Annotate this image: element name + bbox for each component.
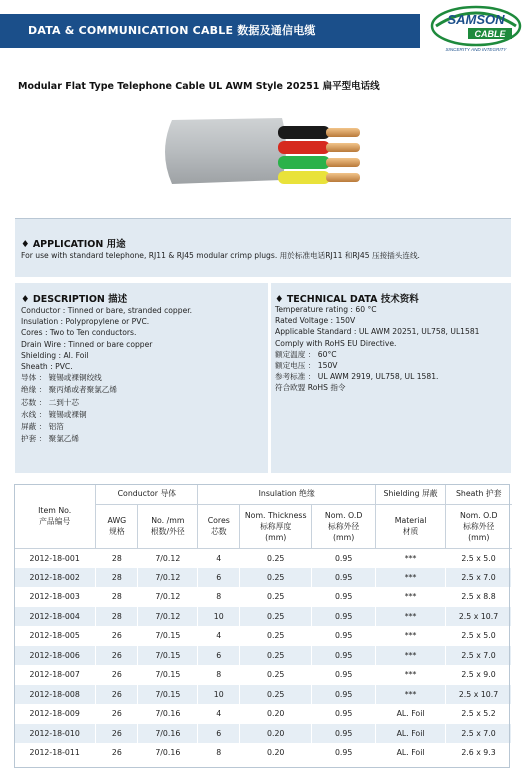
description-panel	[15, 283, 268, 473]
table-cell: AL. Foil	[376, 704, 446, 724]
table-cell: ***	[376, 665, 446, 685]
description-line: Cores : Two to Ten conductors.	[21, 328, 137, 338]
group-conductor: Conductor 导体	[96, 484, 198, 504]
table-cell: 26	[96, 626, 138, 646]
table-cell: 0.25	[240, 548, 312, 568]
description-line: 屏蔽 ： 铝箔	[21, 422, 64, 432]
table-cell: 6	[198, 724, 240, 744]
technical-line: Rated Voltage : 150V	[275, 316, 356, 326]
table-row	[14, 665, 512, 685]
table-row	[14, 724, 512, 744]
technical-line: 额定温度 ： 60°C	[275, 349, 337, 359]
table-cell: 4	[198, 704, 240, 724]
technical-panel	[271, 283, 511, 473]
col-awg: AWG 规格	[96, 504, 138, 548]
table-cell: 0.20	[240, 743, 312, 763]
table-cell: 10	[198, 685, 240, 705]
black-core	[278, 126, 330, 139]
group-insulation: Insulation 绝缘	[198, 484, 376, 504]
technical-line: 参考标准 ： UL AWM 2919, UL758, UL 1581.	[275, 372, 439, 382]
table-cell: 10	[198, 607, 240, 627]
col-item-no: Item No. 产品编号	[14, 484, 96, 548]
table-cell: 26	[96, 743, 138, 763]
table-cell: ***	[376, 587, 446, 607]
table-row	[14, 568, 512, 588]
table-cell: 28	[96, 568, 138, 588]
table-cell: AL. Foil	[376, 743, 446, 763]
col-no-mm: No. /mm 根数/外径	[138, 504, 198, 548]
technical-line: Applicable Standard : UL AWM 20251, UL758, UL1581	[275, 327, 480, 337]
description-line: Sheath : PVC.	[21, 362, 73, 372]
table-cell: 2.5 x 5.2	[446, 704, 512, 724]
description-line: 绝缘 ： 聚丙烯或者聚氯乙烯	[21, 385, 117, 395]
table-cell: 0.95	[312, 743, 376, 763]
table-cell: 2012-18-009	[14, 704, 96, 724]
page-subtitle: Modular Flat Type Telephone Cable UL AWM Style 20251 扁平型电话线	[18, 81, 380, 92]
table-cell: 8	[198, 665, 240, 685]
table-cell: 7/0.15	[138, 665, 198, 685]
table-cell: 2.5 x 10.7	[446, 685, 512, 705]
table-cell: 2.5 x 8.8	[446, 587, 512, 607]
col-od-sheath: Nom. O.D 标称外径 (mm)	[446, 504, 512, 548]
table-row	[14, 548, 512, 568]
table-cell: 2012-18-008	[14, 685, 96, 705]
table-cell: 28	[96, 587, 138, 607]
application-heading: ♦ APPLICATION 用途	[21, 239, 126, 250]
table-cell: 0.95	[312, 548, 376, 568]
table-cell: 2.6 x 9.3	[446, 743, 512, 763]
table-cell: 2012-18-011	[14, 743, 96, 763]
table-cell: 26	[96, 704, 138, 724]
table-cell: 2.5 x 7.0	[446, 568, 512, 588]
description-line: Insulation : Polypropylene or PVC.	[21, 317, 150, 327]
technical-heading: ♦ TECHNICAL DATA 技术资料	[275, 294, 419, 305]
table-cell: 2012-18-003	[14, 587, 96, 607]
group-sheath: Sheath 护套	[446, 484, 512, 504]
table-cell: 0.95	[312, 704, 376, 724]
table-cell: 0.95	[312, 626, 376, 646]
table-cell: 7/0.12	[138, 548, 198, 568]
col-material: Material 材质	[376, 504, 446, 548]
application-text: For use with standard telephone, RJ11 & RJ45 modular crimp plugs. 用於标准电话RJ11 和RJ45 压接插头连线.	[21, 251, 420, 260]
description-line: Conductor : Tinned or bare, stranded copper.	[21, 306, 193, 315]
table-cell: 7/0.16	[138, 743, 198, 763]
table-cell: 2.5 x 5.0	[446, 626, 512, 646]
table-cell: 7/0.16	[138, 724, 198, 744]
yellow-core	[278, 171, 330, 184]
header-title: DATA & COMMUNICATION CABLE 数据及通信电缆	[28, 24, 316, 37]
technical-line: 符合欧盟 RoHS 指令	[275, 383, 346, 393]
green-core	[278, 156, 330, 169]
table-cell: 2012-18-010	[14, 724, 96, 744]
table-cell: 7/0.12	[138, 607, 198, 627]
table-cell: 0.95	[312, 665, 376, 685]
table-row	[14, 743, 512, 763]
description-heading: ♦ DESCRIPTION 描述	[21, 294, 128, 305]
table-cell: ***	[376, 568, 446, 588]
logo-tagline: SINCERITY AND INTEGRITY	[445, 47, 507, 52]
table-cell: 0.20	[240, 724, 312, 744]
description-line: 导体 ： 镀锡或裸铜绞线	[21, 373, 102, 383]
table-cell: 0.25	[240, 626, 312, 646]
table-cell: 0.95	[312, 685, 376, 705]
table-cell: 0.25	[240, 646, 312, 666]
table-row	[14, 626, 512, 646]
table-cell: 2012-18-005	[14, 626, 96, 646]
table-cell: 0.25	[240, 665, 312, 685]
table-cell: 0.20	[240, 704, 312, 724]
description-line: Shielding : Al. Foil	[21, 350, 89, 360]
description-line: 水线 ： 镀锡或裸铜	[21, 409, 87, 419]
table-cell: AL. Foil	[376, 724, 446, 744]
table-cell: 7/0.15	[138, 685, 198, 705]
table-cell: 26	[96, 685, 138, 705]
table-cell: 7/0.15	[138, 646, 198, 666]
table-row	[14, 607, 512, 627]
page-header	[0, 0, 527, 60]
table-cell: 0.95	[312, 587, 376, 607]
red-core	[278, 141, 330, 154]
description-line: 芯数 ： 二到十芯	[21, 397, 79, 407]
table-cell: 7/0.15	[138, 626, 198, 646]
technical-line: Comply with RoHS EU Directive.	[275, 338, 397, 348]
table-cell: 26	[96, 646, 138, 666]
table-cell: 4	[198, 626, 240, 646]
description-line: Drain Wire : Tinned or bare copper	[21, 339, 153, 349]
description-line: 护套 ： 聚氯乙烯	[21, 434, 79, 444]
table-cell: 7/0.12	[138, 587, 198, 607]
table-cell: 0.25	[240, 568, 312, 588]
table-cell: 6	[198, 646, 240, 666]
table-cell: 0.95	[312, 607, 376, 627]
table-cell: 0.95	[312, 646, 376, 666]
group-shielding: Shielding 屏蔽	[376, 484, 446, 504]
table-cell: 26	[96, 724, 138, 744]
table-cell: 2012-18-006	[14, 646, 96, 666]
table-cell: 2.5 x 10.7	[446, 607, 512, 627]
cable-jacket	[165, 118, 286, 184]
logo-brand: SAMSON	[447, 12, 505, 27]
application-panel	[15, 218, 511, 277]
copper-strand-1	[326, 128, 360, 137]
table-cell: ***	[376, 607, 446, 627]
table-cell: ***	[376, 548, 446, 568]
table-cell: 2012-18-001	[14, 548, 96, 568]
table-cell: 7/0.12	[138, 568, 198, 588]
copper-strand-4	[326, 173, 360, 182]
logo-sub: CABLE	[474, 29, 506, 39]
copper-strand-3	[326, 158, 360, 167]
samson-cable-logo	[430, 4, 522, 54]
table-row	[14, 646, 512, 666]
table-cell: 2012-18-004	[14, 607, 96, 627]
table-row	[14, 685, 512, 705]
table-cell: 2.5 x 7.0	[446, 724, 512, 744]
spec-table	[14, 484, 512, 763]
table-cell: 6	[198, 568, 240, 588]
table-cell: ***	[376, 646, 446, 666]
technical-lines	[275, 304, 480, 394]
table-row	[14, 587, 512, 607]
copper-strand-2	[326, 143, 360, 152]
table-cell: 8	[198, 587, 240, 607]
table-cell: 2.5 x 7.0	[446, 646, 512, 666]
technical-line: Temperature rating : 60 °C	[275, 305, 377, 314]
col-od-insulation: Nom. O.D 标称外径 (mm)	[312, 504, 376, 548]
table-cell: 2.5 x 5.0	[446, 548, 512, 568]
technical-line: 额定电压 ： 150V	[275, 361, 338, 371]
table-cell: 0.25	[240, 587, 312, 607]
flat-cable-illustration	[150, 110, 390, 200]
table-cell: 4	[198, 548, 240, 568]
table-cell: 2012-18-007	[14, 665, 96, 685]
table-row	[14, 704, 512, 724]
col-thickness: Nom. Thickness 标称厚度 (mm)	[240, 504, 312, 548]
col-cores: Cores 芯数	[198, 504, 240, 548]
description-lines	[21, 305, 192, 445]
table-cell: 2.5 x 9.0	[446, 665, 512, 685]
table-cell: 8	[198, 743, 240, 763]
table-cell: 7/0.16	[138, 704, 198, 724]
table-cell: 0.95	[312, 724, 376, 744]
table-cell: 0.95	[312, 568, 376, 588]
table-cell: 28	[96, 607, 138, 627]
table-cell: 28	[96, 548, 138, 568]
table-cell: 2012-18-002	[14, 568, 96, 588]
table-cell: ***	[376, 685, 446, 705]
table-cell: ***	[376, 626, 446, 646]
table-cell: 26	[96, 665, 138, 685]
table-cell: 0.25	[240, 685, 312, 705]
table-cell: 0.25	[240, 607, 312, 627]
